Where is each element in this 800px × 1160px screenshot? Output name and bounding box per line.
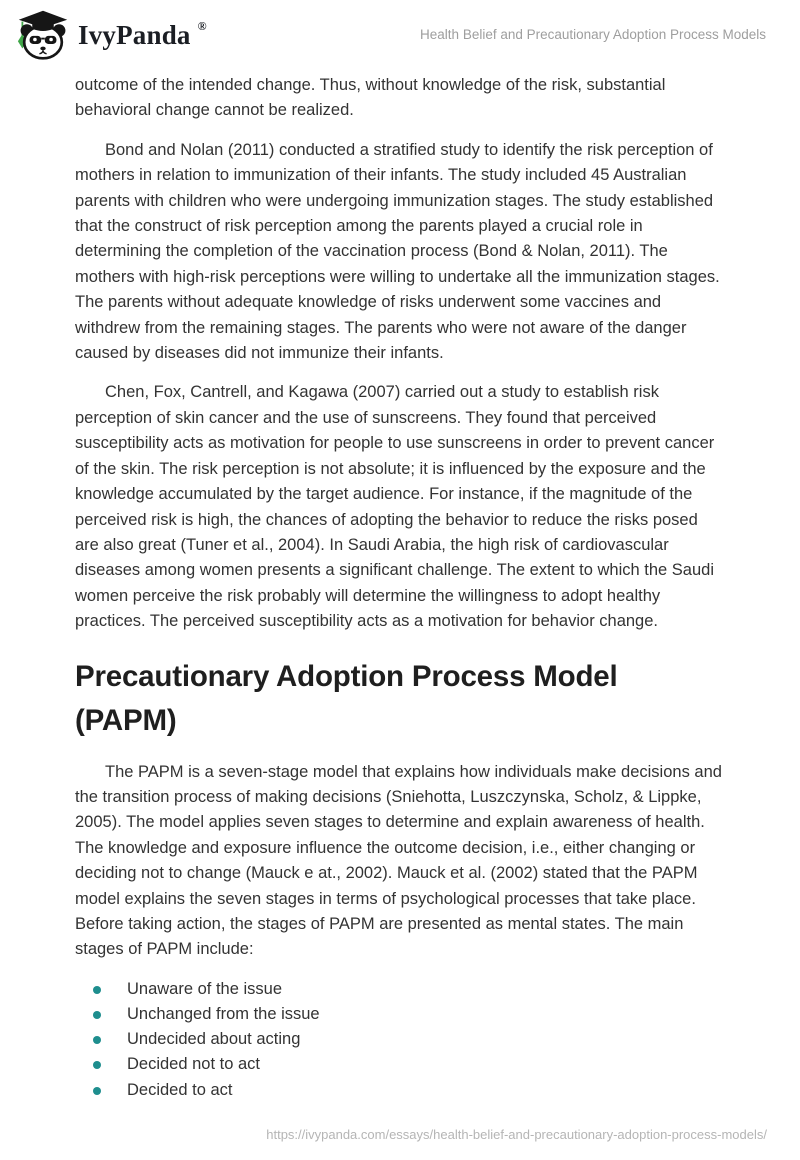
essay-content — [0, 62, 800, 1103]
page-header — [0, 0, 800, 62]
list-item: Unaware of the issue — [93, 977, 722, 1002]
papm-stages-list — [75, 977, 722, 1103]
list-item: Undecided about acting — [93, 1027, 722, 1052]
paragraph-chen-fox: Chen, Fox, Cantrell, and Kagawa (2007) carried out a study to establish risk perception of skin cancer and the use of sunscreens. They found that perceived susceptibility acts as motivation for people to use sunscreens in order to prevent cancer of the skin. The risk perception is not absolute; it is influenced by the exposure and the knowledge accumulated by the target audience. For instance, if the magnitude of the perceived risk is high, the chances of adopting the behavior to reduce the risks posed are also great (Tuner et al., 2004). In Saudi Arabia, the high risk of cardiovascular diseases among women presents a significant challenge. The extent to which the Saudi women perceive the risk probably will determine the willingness to adopt healthy practices. The perceived susceptibility acts as a motivation for behavior change. — [75, 383, 715, 631]
page-footer — [266, 1126, 767, 1144]
source-url-link[interactable]: https://ivypanda.com/essays/health-belief-and-precautionary-adoption-process-models/ — [266, 1127, 767, 1142]
paragraph-bond-nolan: Bond and Nolan (2011) conducted a stratified study to identify the risk perception of mothers in relation to immunization of their infants. The study included 45 Australian parents with children who were undergoing immunization stages. The study established that the construct of risk perception among the parents played a crucial role in determining the completion of the vaccination process (Bond & Nolan, 2011). The mothers with high-risk perceptions were willing to undertake all the immunization stages. The parents without adequate knowledge of risks underwent some vaccines and withdrew from the remaining stages. The parents who were not aware of the danger caused by diseases did not immunize their infants. — [75, 140, 720, 363]
list-item: Decided to act — [93, 1078, 722, 1103]
logo-wordmark: IvyPanda — [78, 19, 191, 50]
ivypanda-logo[interactable] — [14, 9, 206, 61]
document-title: Health Belief and Precautionary Adoption Process Models — [420, 26, 766, 42]
list-item: Unchanged from the issue — [93, 1002, 722, 1027]
panda-logo-icon — [14, 9, 72, 61]
registered-mark: ® — [197, 18, 207, 33]
paragraph-continuation: outcome of the intended change. Thus, without knowledge of the risk, substantial behavioral change cannot be realized. — [75, 76, 666, 120]
list-item: Decided not to act — [93, 1052, 722, 1077]
paragraph-papm-intro: The PAPM is a seven-stage model that explains how individuals make decisions and the transition process of making decisions (Sniehotta, Luszczynska, Scholz, & Lippke, 2005). The model applies seven stages to determine and explain awareness of health. The knowledge and exposure influence the outcome decision, i.e., either changing or deciding not to change (Mauck e at., 2002). Mauck et al. (2002) stated that the PAPM model explains the seven stages in terms of psychological processes that take place. Before taking action, the stages of PAPM are presented as mental states. The main stages of PAPM include: — [75, 762, 722, 959]
section-heading-papm: Precautionary Adoption Process Model (PAPM) — [75, 659, 618, 737]
